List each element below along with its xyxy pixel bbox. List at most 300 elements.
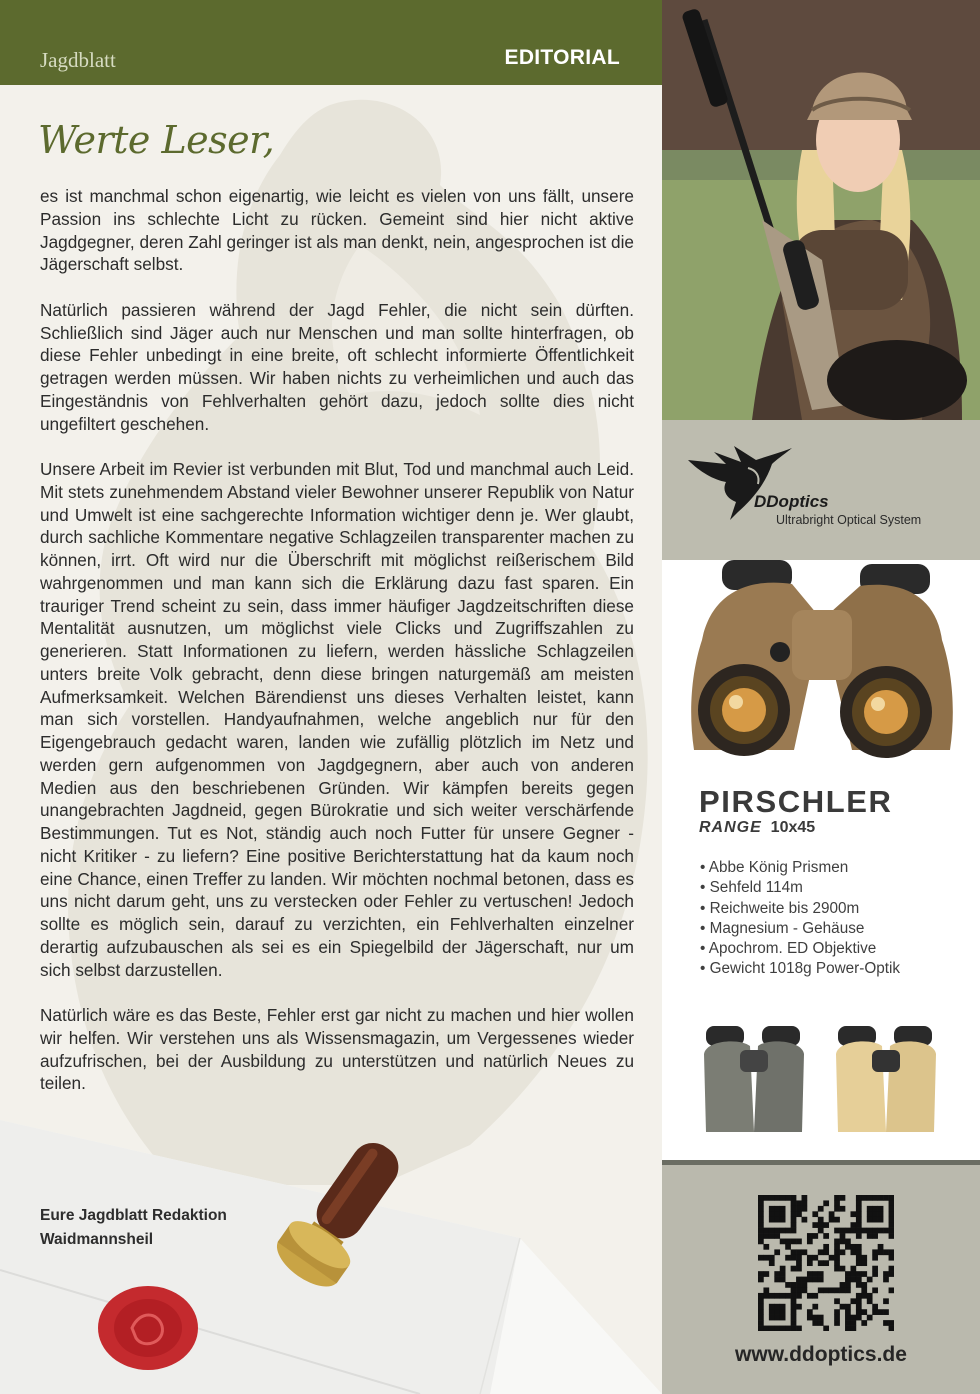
qr-module <box>763 1293 769 1299</box>
feature-list <box>700 858 900 980</box>
qr-module <box>872 1217 878 1223</box>
qr-module <box>889 1271 894 1277</box>
qr-module <box>850 1228 856 1234</box>
qr-module <box>856 1282 862 1288</box>
qr-module <box>867 1195 873 1201</box>
qr-module <box>818 1320 824 1326</box>
qr-module <box>850 1271 856 1277</box>
website-url[interactable]: www.ddoptics.de <box>735 1343 907 1366</box>
qr-module <box>780 1309 786 1315</box>
qr-module <box>774 1293 780 1299</box>
qr-module <box>883 1195 889 1201</box>
qr-module <box>774 1277 780 1283</box>
qr-module <box>834 1298 840 1304</box>
qr-module <box>758 1228 764 1234</box>
qr-module <box>850 1244 856 1250</box>
qr-module <box>791 1249 797 1255</box>
qr-module <box>872 1287 878 1293</box>
qr-module <box>861 1228 867 1234</box>
qr-module <box>889 1217 894 1223</box>
qr-module <box>840 1287 846 1293</box>
qr-module <box>796 1282 802 1288</box>
qr-module <box>818 1228 824 1234</box>
qr-module <box>834 1244 840 1250</box>
qr-module <box>807 1293 813 1299</box>
article-body <box>40 185 634 1118</box>
qr-module <box>823 1249 829 1255</box>
qr-module <box>796 1200 802 1206</box>
qr-module <box>867 1233 873 1239</box>
qr-module <box>758 1293 764 1299</box>
qr-module <box>889 1222 894 1228</box>
qr-module <box>807 1255 813 1261</box>
qr-module <box>878 1244 884 1250</box>
qr-module <box>867 1277 873 1283</box>
qr-module <box>867 1315 873 1321</box>
qr-module <box>758 1298 764 1304</box>
qr-module <box>796 1266 802 1272</box>
qr-module <box>872 1266 878 1272</box>
qr-module <box>889 1195 894 1201</box>
qr-module <box>791 1309 797 1315</box>
qr-module <box>818 1315 824 1321</box>
qr-module <box>796 1293 802 1299</box>
qr-module <box>791 1320 797 1326</box>
qr-module <box>883 1249 889 1255</box>
qr-module <box>791 1298 797 1304</box>
qr-module <box>763 1271 769 1277</box>
qr-module <box>763 1195 769 1201</box>
qr-module <box>774 1249 780 1255</box>
qr-module <box>834 1217 840 1223</box>
qr-module <box>834 1206 840 1212</box>
qr-module <box>791 1206 797 1212</box>
ad-column <box>662 0 980 1394</box>
qr-module <box>780 1206 786 1212</box>
qr-module <box>867 1228 873 1234</box>
qr-module <box>769 1293 775 1299</box>
qr-module <box>763 1233 769 1239</box>
qr-module <box>845 1315 851 1321</box>
envelope-seal-illustration <box>0 1120 662 1394</box>
qr-module <box>850 1266 856 1272</box>
qr-module <box>889 1320 894 1326</box>
header-bar <box>0 0 662 85</box>
qr-module <box>796 1249 802 1255</box>
qr-module <box>780 1277 786 1283</box>
qr-module <box>807 1233 813 1239</box>
qr-module <box>861 1282 867 1288</box>
qr-module <box>872 1309 878 1315</box>
qr-module <box>769 1326 775 1331</box>
paragraph: Natürlich wäre es das Beste, Fehler erst gar nicht zu machen und hier wollen wir helfen. Wir verstehen uns als Wissensmagazin, um Vergessenes wieder aufzufrischen, bei der Ausbildung zu unterstützen und natürlich Neues zu teilen. <box>40 1005 634 1094</box>
qr-module <box>845 1287 851 1293</box>
qr-module <box>774 1233 780 1239</box>
qr-module <box>861 1271 867 1277</box>
qr-module <box>850 1315 856 1321</box>
qr-module <box>867 1211 873 1217</box>
qr-module <box>856 1228 862 1234</box>
qr-module <box>856 1315 862 1321</box>
qr-module <box>812 1277 818 1283</box>
qr-module <box>774 1315 780 1321</box>
qr-module <box>780 1228 786 1234</box>
qr-module <box>785 1282 791 1288</box>
qr-module <box>796 1287 802 1293</box>
qr-module <box>785 1293 791 1299</box>
qr-module <box>856 1277 862 1283</box>
qr-module <box>872 1304 878 1310</box>
qr-module <box>889 1266 894 1272</box>
qr-module <box>758 1211 764 1217</box>
feature-item: • Gewicht 1018g Power-Optik <box>700 960 901 978</box>
qr-module <box>769 1260 775 1266</box>
qr-module <box>763 1228 769 1234</box>
qr-module <box>769 1309 775 1315</box>
qr-module <box>889 1206 894 1212</box>
qr-module <box>796 1304 802 1310</box>
qr-module <box>834 1195 840 1201</box>
qr-module <box>840 1304 846 1310</box>
qr-module <box>889 1249 894 1255</box>
qr-module <box>802 1277 808 1283</box>
qr-module <box>883 1271 889 1277</box>
qr-module <box>774 1217 780 1223</box>
qr-module <box>791 1228 797 1234</box>
qr-module <box>802 1200 808 1206</box>
qr-module <box>812 1304 818 1310</box>
paragraph: Natürlich passieren während der Jagd Fehler, die nicht sein dürften. Schließlich sind Jäger auch nur Menschen und man sollte hinterfragen, ob diese Fehler unbedingt in eine breite, oft schlecht informierte Öffentlichkeit getragen werden müssen. Wir haben nichts zu verheimlichen und auch das Eingeständnis von Fehlverhalten gehört dazu, jedoch sollte dies nicht ungefiltert geschehen. <box>40 299 634 434</box>
qr-module <box>812 1233 818 1239</box>
qr-module <box>758 1222 764 1228</box>
signature-team: Eure Jagdblatt Redaktion <box>40 1207 227 1224</box>
qr-module <box>812 1293 818 1299</box>
qr-panel <box>662 1160 980 1394</box>
qr-module <box>796 1239 802 1245</box>
qr-module <box>856 1206 862 1212</box>
qr-module <box>802 1282 808 1288</box>
qr-module <box>780 1293 786 1299</box>
qr-module <box>889 1228 894 1234</box>
qr-module <box>791 1217 797 1223</box>
qr-module <box>872 1249 878 1255</box>
paragraph: es ist manchmal schon eigenartig, wie leicht es vielen von uns fällt, unsere Passion ins schlechte Licht zu rücken. Gemeint sind hier nicht aktive Jagdgegner, deren Zahl geringer ist als man denkt, nein, angesprochen ist die Jägerschaft selbst. <box>40 186 634 275</box>
qr-module <box>850 1320 856 1326</box>
qr-module <box>840 1282 846 1288</box>
qr-module <box>769 1304 775 1310</box>
qr-module <box>758 1233 764 1239</box>
qr-module <box>889 1287 894 1293</box>
qr-module <box>818 1206 824 1212</box>
qr-module <box>791 1293 797 1299</box>
qr-module <box>856 1233 862 1239</box>
feature-item: • Abbe König Prismen <box>700 859 849 876</box>
qr-module <box>758 1239 764 1245</box>
qr-module <box>802 1287 808 1293</box>
qr-module <box>780 1239 786 1245</box>
qr-module <box>845 1277 851 1283</box>
qr-module <box>807 1260 813 1266</box>
qr-module <box>872 1228 878 1234</box>
qr-module <box>812 1211 818 1217</box>
qr-module <box>889 1255 894 1261</box>
qr-module <box>780 1217 786 1223</box>
qr-module <box>856 1217 862 1223</box>
qr-module <box>807 1315 813 1321</box>
qr-module <box>769 1206 775 1212</box>
qr-module <box>845 1271 851 1277</box>
qr-module <box>818 1222 824 1228</box>
qr-module <box>829 1255 835 1261</box>
qr-module <box>818 1277 824 1283</box>
qr-module <box>850 1326 856 1331</box>
qr-module <box>889 1233 894 1239</box>
qr-module <box>845 1320 851 1326</box>
qr-module <box>769 1217 775 1223</box>
qr-module <box>758 1315 764 1321</box>
qr-module <box>834 1260 840 1266</box>
qr-module <box>818 1260 824 1266</box>
qr-module <box>856 1309 862 1315</box>
qr-module <box>807 1239 813 1245</box>
qr-module <box>850 1277 856 1283</box>
qr-module <box>840 1206 846 1212</box>
qr-code <box>758 1195 894 1331</box>
qr-module <box>758 1304 764 1310</box>
qr-module <box>840 1239 846 1245</box>
qr-module <box>861 1195 867 1201</box>
qr-module <box>791 1266 797 1272</box>
greeting: Werte Leser, <box>38 118 275 162</box>
qr-module <box>791 1239 797 1245</box>
qr-module <box>889 1211 894 1217</box>
qr-module <box>780 1315 786 1321</box>
qr-module <box>856 1244 862 1250</box>
qr-module <box>812 1315 818 1321</box>
qr-module <box>834 1239 840 1245</box>
qr-module <box>889 1326 894 1331</box>
qr-module <box>758 1271 764 1277</box>
qr-module <box>796 1326 802 1331</box>
qr-module <box>872 1271 878 1277</box>
qr-module <box>878 1195 884 1201</box>
qr-module <box>850 1222 856 1228</box>
qr-module <box>878 1228 884 1234</box>
qr-module <box>823 1287 829 1293</box>
qr-module <box>856 1222 862 1228</box>
qr-module <box>823 1200 829 1206</box>
qr-module <box>774 1206 780 1212</box>
qr-module <box>829 1217 835 1223</box>
qr-module <box>774 1271 780 1277</box>
qr-module <box>758 1206 764 1212</box>
qr-module <box>872 1195 878 1201</box>
qr-module <box>774 1309 780 1315</box>
feature-item: • Magnesium - Gehäuse <box>700 919 865 937</box>
qr-module <box>856 1211 862 1217</box>
qr-module <box>818 1217 824 1223</box>
qr-module <box>834 1200 840 1206</box>
qr-module <box>872 1233 878 1239</box>
qr-module <box>867 1206 873 1212</box>
qr-module <box>780 1271 786 1277</box>
qr-module <box>845 1239 851 1245</box>
qr-module <box>791 1222 797 1228</box>
qr-module <box>807 1277 813 1283</box>
qr-module <box>785 1228 791 1234</box>
qr-module <box>883 1298 889 1304</box>
qr-module <box>883 1277 889 1283</box>
qr-module <box>850 1298 856 1304</box>
qr-module <box>867 1298 873 1304</box>
signature-greeting: Waidmannsheil <box>40 1231 154 1248</box>
qr-module <box>791 1200 797 1206</box>
qr-module <box>856 1271 862 1277</box>
qr-module <box>791 1195 797 1201</box>
qr-module <box>883 1228 889 1234</box>
qr-module <box>763 1255 769 1261</box>
qr-module <box>758 1326 764 1331</box>
qr-module <box>861 1309 867 1315</box>
qr-module <box>872 1255 878 1261</box>
product-name: PIRSCHLER <box>699 784 893 819</box>
qr-module <box>758 1320 764 1326</box>
qr-module <box>840 1228 846 1234</box>
hunter-woman-photo <box>662 0 980 420</box>
qr-module <box>807 1271 813 1277</box>
section-title: EDITORIAL <box>504 46 620 69</box>
qr-module <box>785 1255 791 1261</box>
qr-module <box>861 1255 867 1261</box>
qr-module <box>878 1211 884 1217</box>
qr-module <box>758 1200 764 1206</box>
qr-module <box>867 1217 873 1223</box>
qr-module <box>845 1326 851 1331</box>
qr-module <box>812 1320 818 1326</box>
qr-module <box>840 1249 846 1255</box>
qr-module <box>802 1195 808 1201</box>
qr-module <box>796 1277 802 1283</box>
qr-module <box>856 1255 862 1261</box>
qr-module <box>769 1211 775 1217</box>
qr-module <box>791 1211 797 1217</box>
qr-module <box>834 1255 840 1261</box>
qr-module <box>812 1271 818 1277</box>
qr-module <box>780 1326 786 1331</box>
qr-module <box>780 1266 786 1272</box>
qr-module <box>889 1200 894 1206</box>
binocular-gray-image <box>700 1020 810 1140</box>
qr-module <box>818 1271 824 1277</box>
qr-module <box>861 1293 867 1299</box>
qr-module <box>763 1244 769 1250</box>
qr-module <box>867 1293 873 1299</box>
qr-module <box>872 1211 878 1217</box>
qr-module <box>883 1320 889 1326</box>
qr-module <box>856 1195 862 1201</box>
qr-module <box>791 1326 797 1331</box>
qr-module <box>812 1222 818 1228</box>
qr-module <box>796 1206 802 1212</box>
qr-module <box>856 1293 862 1299</box>
qr-module <box>834 1249 840 1255</box>
qr-module <box>856 1200 862 1206</box>
qr-module <box>834 1228 840 1234</box>
qr-module <box>845 1228 851 1234</box>
qr-module <box>791 1282 797 1288</box>
qr-module <box>807 1309 813 1315</box>
qr-module <box>878 1206 884 1212</box>
product-model <box>699 819 815 837</box>
qr-module <box>774 1195 780 1201</box>
qr-module <box>861 1320 867 1326</box>
qr-module <box>823 1222 829 1228</box>
qr-module <box>774 1326 780 1331</box>
qr-module <box>769 1315 775 1321</box>
qr-module <box>769 1255 775 1261</box>
feature-item: • Sehfeld 114m <box>700 879 803 897</box>
qr-module <box>856 1249 862 1255</box>
product-panel <box>662 560 980 1160</box>
qr-module <box>802 1206 808 1212</box>
qr-module <box>834 1309 840 1315</box>
qr-module <box>840 1266 846 1272</box>
qr-module <box>845 1304 851 1310</box>
qr-module <box>785 1195 791 1201</box>
product-line: RANGE <box>699 819 762 836</box>
qr-module <box>845 1282 851 1288</box>
binocular-tan-image <box>832 1020 942 1140</box>
qr-module <box>845 1309 851 1315</box>
qr-module <box>769 1195 775 1201</box>
qr-module <box>796 1211 802 1217</box>
qr-module <box>834 1315 840 1321</box>
qr-module <box>878 1217 884 1223</box>
qr-module <box>834 1287 840 1293</box>
binocular-image <box>682 560 962 760</box>
qr-module <box>840 1195 846 1201</box>
qr-module <box>878 1309 884 1315</box>
qr-module <box>829 1211 835 1217</box>
qr-module <box>834 1320 840 1326</box>
brand-name: DDoptics <box>754 492 829 511</box>
qr-module <box>791 1304 797 1310</box>
brand-panel <box>662 420 980 560</box>
qr-module <box>758 1195 764 1201</box>
qr-module <box>812 1255 818 1261</box>
magazine-name: Jagdblatt <box>40 48 116 72</box>
qr-module <box>758 1277 764 1283</box>
qr-module <box>829 1287 835 1293</box>
qr-module <box>802 1249 808 1255</box>
qr-module <box>856 1304 862 1310</box>
qr-module <box>850 1211 856 1217</box>
qr-module <box>763 1326 769 1331</box>
qr-module <box>791 1315 797 1321</box>
qr-module <box>774 1304 780 1310</box>
qr-module <box>774 1228 780 1234</box>
qr-module <box>818 1287 824 1293</box>
qr-module <box>763 1287 769 1293</box>
qr-module <box>856 1298 862 1304</box>
qr-module <box>785 1244 791 1250</box>
qr-module <box>769 1233 775 1239</box>
qr-module <box>758 1255 764 1261</box>
qr-module <box>856 1260 862 1266</box>
qr-module <box>823 1326 829 1331</box>
qr-module <box>878 1249 884 1255</box>
qr-module <box>758 1217 764 1223</box>
